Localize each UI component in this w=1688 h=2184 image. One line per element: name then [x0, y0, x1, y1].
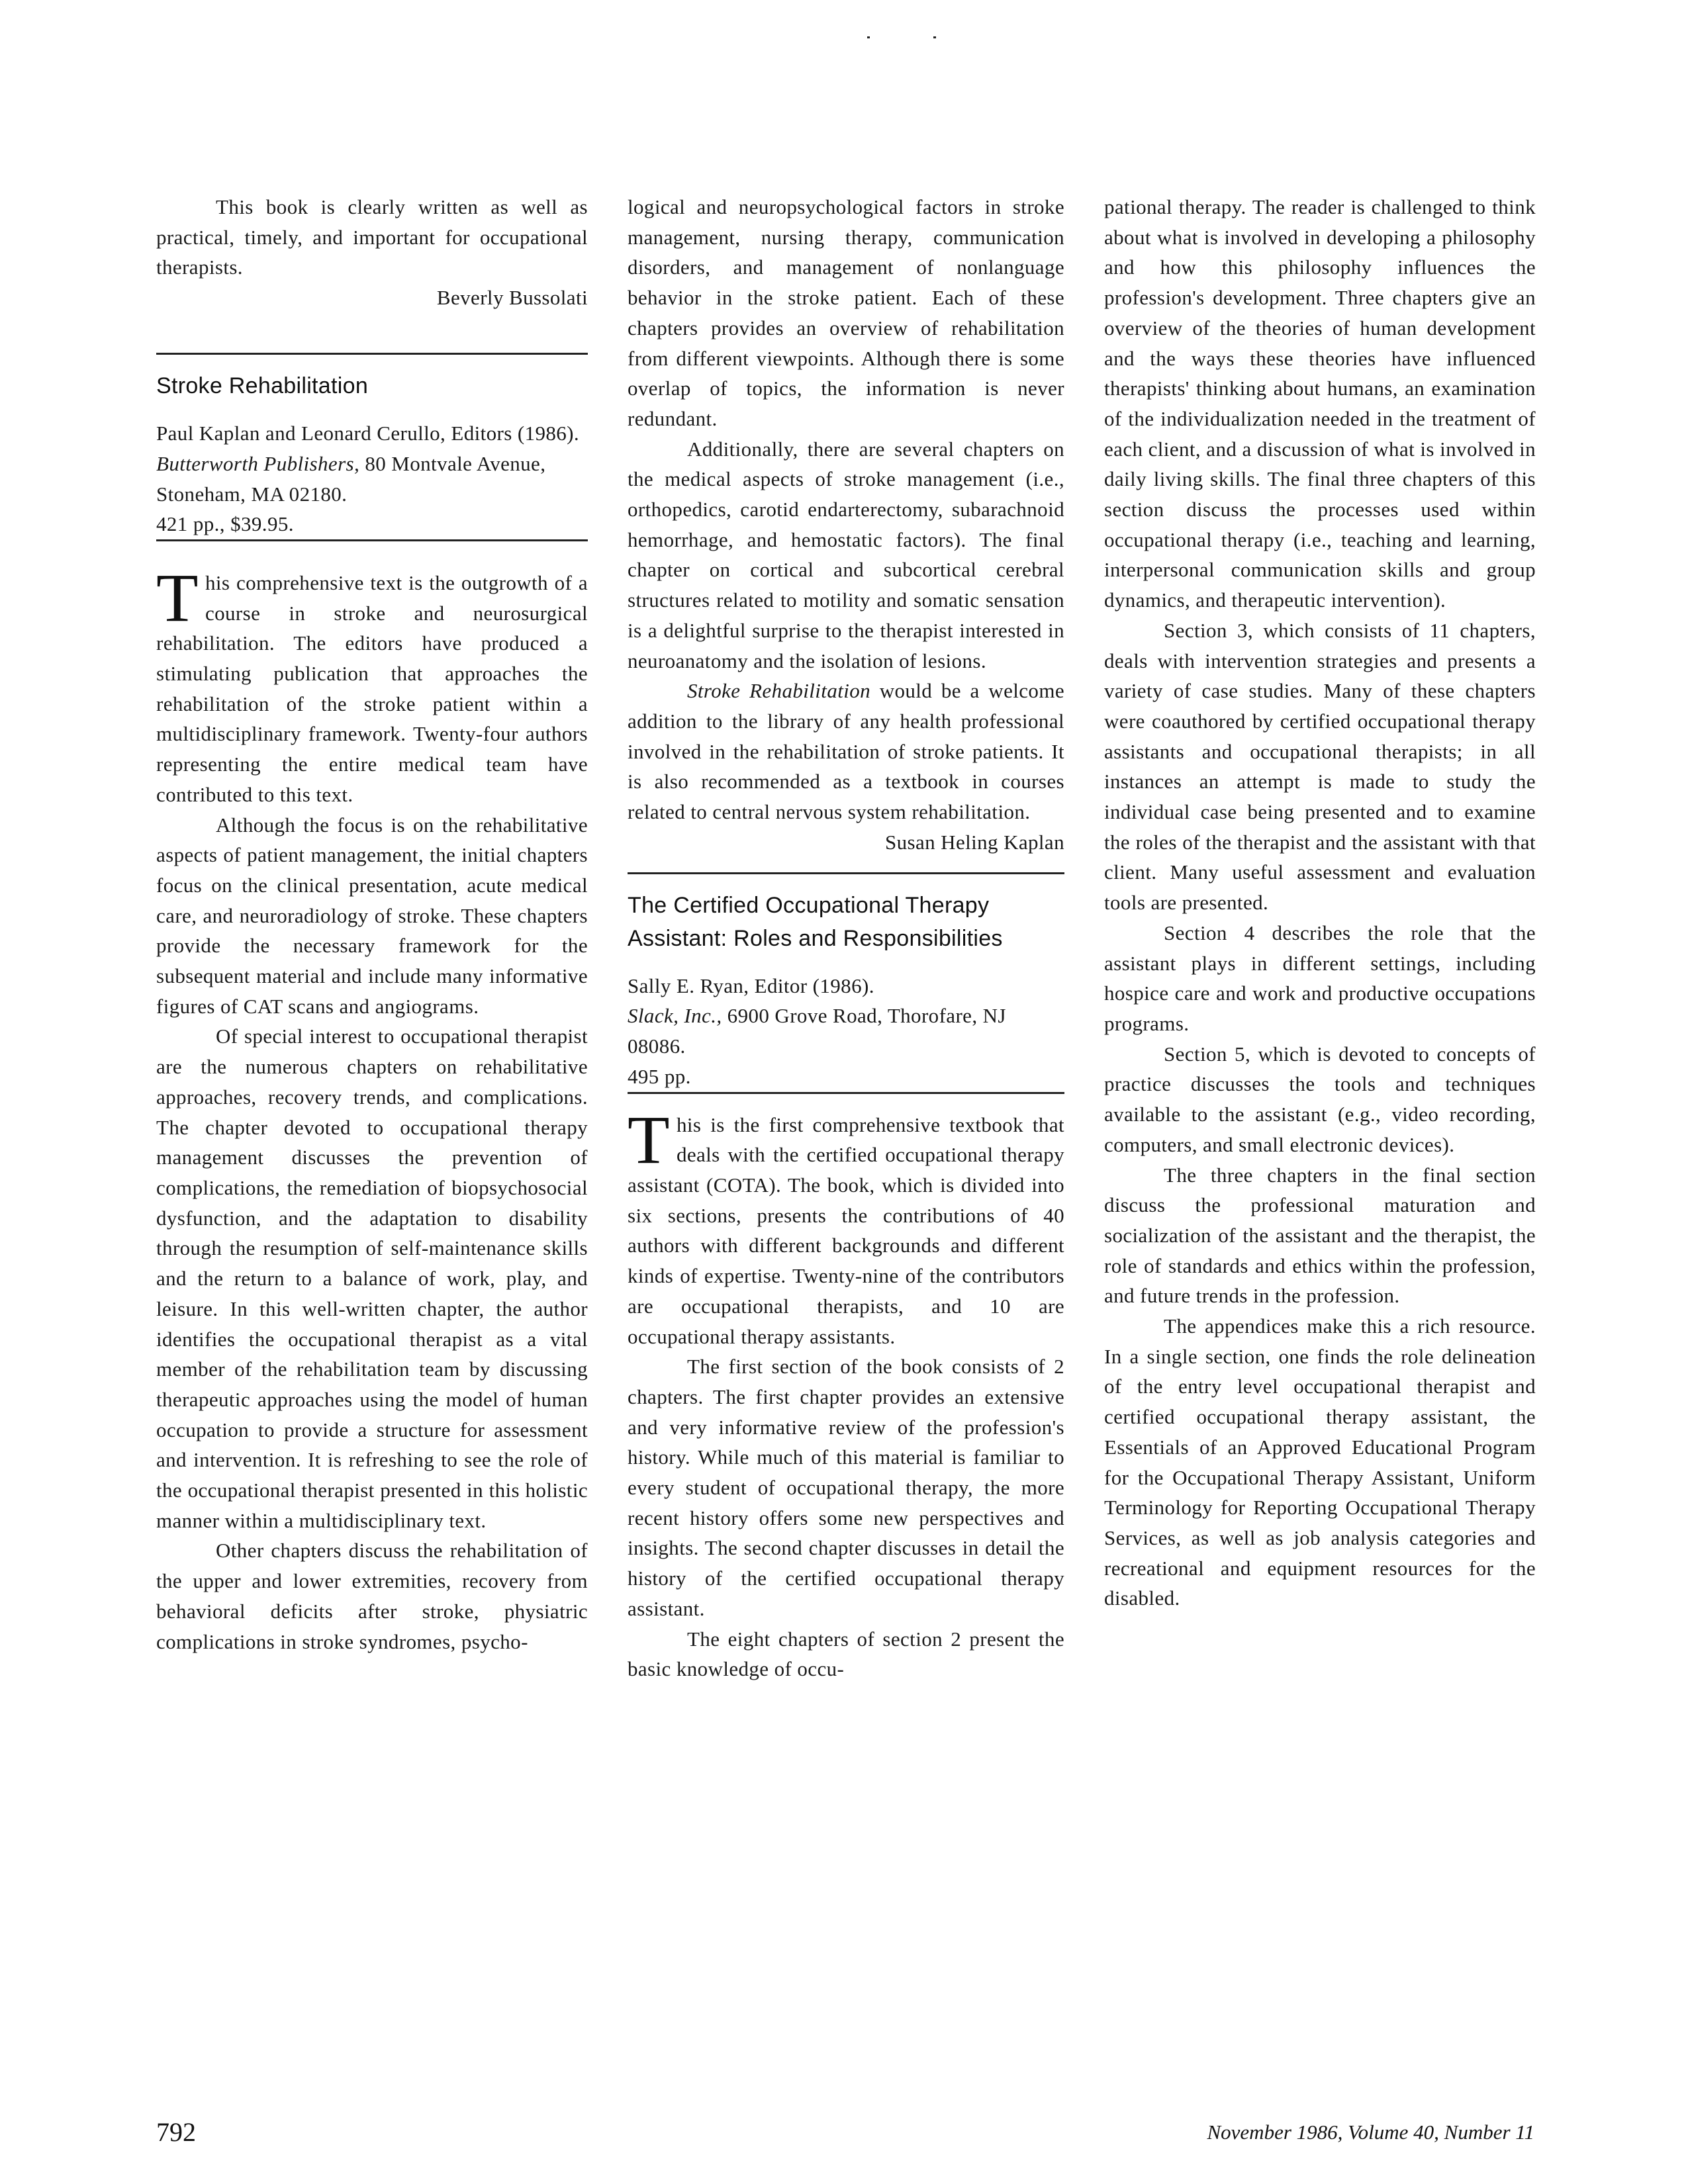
review-paragraph: Stroke Rehabilitation would be a welcome addition to the library of any health professional involved in the rehabilitation of stroke patients. It is also recommended as a textbook in courses related to central nervous system rehabilitation.: [628, 679, 1064, 824]
column-middle: [628, 192, 1064, 1684]
book-address: 80 Montvale Avenue, Stoneham, MA 02180.: [156, 451, 546, 506]
reviewer-signature: Beverly Bussolati: [436, 286, 588, 310]
book-publisher-line: [628, 1001, 1064, 1061]
review-paragraph: Although the focus is on the rehabilitative aspects of patient management, the initial chapters focus on the clinical presentation, acute medical care, and neuroradiology of stroke. These chapters provide the necessary framework for the subsequent material and include many informative figures of CAT scans and angiograms.: [156, 813, 588, 1018]
journal-issue: November 1986, Volume 40, Number 11: [1207, 2120, 1534, 2144]
book-address: 6900 Grove Road, Thorofare, NJ 08086.: [628, 1004, 1006, 1058]
review-paragraph: Section 3, which consists of 11 chapters, deals with intervention strategies and presents a variety of case studies. Many of these chapters were coauthored by certified occupational therapy assistants and occupational therapists; in all instances an attempt is made to study the individual case being presented and to examine the roles of the therapist and the assistant with that client. Many useful assessment and evaluation tools are presented.: [1104, 618, 1536, 915]
book-publisher-line: [156, 449, 588, 509]
drop-cap: T: [628, 1101, 670, 1178]
review-paragraph: The three chapters in the final section discuss the professional maturation and socialization of the assistant and the therapist, the role of standards and ethics within the profession, and future trends in the profession.: [1104, 1163, 1536, 1308]
review-title: The Certified Occupational Therapy Assistant: Roles and Responsibilities: [628, 892, 1003, 951]
bibliographic-info: [156, 418, 588, 539]
bibliographic-info: [628, 971, 1064, 1092]
review-paragraph-continued: pational therapy. The reader is challenged to think about what is involved in developing a philosophy and how this philosophy influences the profession's development. Three chapters give an overview of the theories of human development and the ways these theories have influenced therapists' thinking about humans, an examination of the individualization needed in the treatment of each client, and a discussion of what is involved in daily living skills. The final three chapters of this section discuss the processes used within occupational therapy (i.e., teaching and learning, interpersonal communication skills and group dynamics, and therapeutic intervention).: [1104, 195, 1536, 612]
book-editors: Paul Kaplan and Leonard Cerullo, Editors (1986).: [156, 422, 580, 445]
book-publisher: Slack, Inc.,: [628, 1004, 722, 1028]
review-paragraph: This comprehensive text is the outgrowth of a course in stroke and neurosurgical rehabilitation. The editors have produced a stimulating publication that approaches the rehabilitation of the stroke patient within a multidisciplinary framework. Twenty-four authors representing the entire medical team have contributed to this text.: [156, 559, 588, 806]
scan-mark: [933, 36, 936, 38]
book-title-italic: Stroke Rehabilitation: [687, 679, 871, 703]
review-paragraph: The eight chapters of section 2 present the basic knowledge of occu-: [628, 1627, 1064, 1681]
review-title: Stroke Rehabilitation: [156, 373, 369, 399]
drop-cap: T: [156, 559, 199, 636]
review-paragraph: The first section of the book consists of 2 chapters. The first chapter provides an extensive and very informative review of the profession's history. While much of this material is familiar to every student of occupational therapy, the more recent history offers some new perspectives and insights. The second chapter discusses in detail the history of the certified occupational therapy assistant.: [628, 1355, 1064, 1620]
reviewer-signature: Susan Heling Kaplan: [884, 830, 1064, 854]
column-left: [156, 192, 588, 1657]
page-number: 792: [156, 2117, 196, 2147]
review-paragraph: Other chapters discuss the rehabilitation of the upper and lower extremities, recovery from behavioral deficits after stroke, physiatric complications in stroke syndromes, psycho-: [156, 1539, 588, 1653]
book-publisher: Butterworth Publishers,: [156, 451, 360, 475]
book-pages-price: 421 pp., $39.95.: [156, 512, 294, 536]
review-paragraph: The appendices make this a rich resource. In a single section, one finds the role delineation of the entry level occupational therapist and certified occupational therapy assistant, the Essentials of an Approved Educational Program for the Occupational Therapy Assistant, Uniform Terminology for Reporting Occupational Therapy Services, as well as job analysis categories and recreational and equipment resources for the disabled.: [1104, 1314, 1536, 1610]
review-paragraph: Section 4 describes the role that the assistant plays in different settings, including hospice care and work and productive occupations programs.: [1104, 921, 1536, 1035]
book-editors: Sally E. Ryan, Editor (1986).: [628, 974, 874, 997]
previous-review-closing: This book is clearly written as well as practical, timely, and important for occupational therapists.: [156, 195, 588, 279]
review-paragraph-continued: logical and neuropsychological factors in stroke management, nursing therapy, communication disorders, and management of nonlanguage behavior in the stroke patient. Each of these chapters provides an overview of rehabilitation from different viewpoints. Although there is some overlap of topics, the information is never redundant.: [628, 195, 1064, 430]
column-right: [1104, 192, 1536, 1614]
review-paragraph: Of special interest to occupational therapist are the numerous chapters on rehabilitative approaches, recovery trends, and complications. The chapter devoted to occupational therapy management discusses the prevention of complications, the remediation of biopsychosocial dysfunction, and the adaptation to disability through the resumption of self-maintenance skills and the return to a balance of work, play, and leisure. In this well-written chapter, the author identifies the occupational therapist as a vital member of the rehabilitation team by discussing therapeutic approaches using the model of human occupation to provide a structure for assessment and intervention. It is refreshing to see the role of the occupational therapist presented in this holistic manner within a multidisciplinary text.: [156, 1024, 588, 1532]
review-paragraph: Additionally, there are several chapters on the medical aspects of stroke management (i.e., orthopedics, carotid endarterectomy, subarachnoid hemorrhage, and hemostatic factors). The final chapter on cortical and subcortical cerebral structures related to motility and somatic sensation is a delightful surprise to the therapist interested in neuroanatomy and the isolation of lesions.: [628, 437, 1064, 672]
review-paragraph: This is the first comprehensive textbook that deals with the certified occupational therapy assistant (COTA). The book, which is divided into six sections, presents the contributions of 40 authors with different backgrounds and different kinds of expertise. Twenty-nine of the contributors are occupational therapists, and 10 are occupational therapy assistants.: [628, 1101, 1064, 1348]
scan-mark: [867, 36, 870, 38]
book-pages-price: 495 pp.: [628, 1064, 691, 1088]
scan-marks: [861, 36, 940, 40]
review-paragraph: Section 5, which is devoted to concepts of practice discusses the tools and techniques available to the assistant (e.g., video recording, computers, and small electronic devices).: [1104, 1042, 1536, 1156]
